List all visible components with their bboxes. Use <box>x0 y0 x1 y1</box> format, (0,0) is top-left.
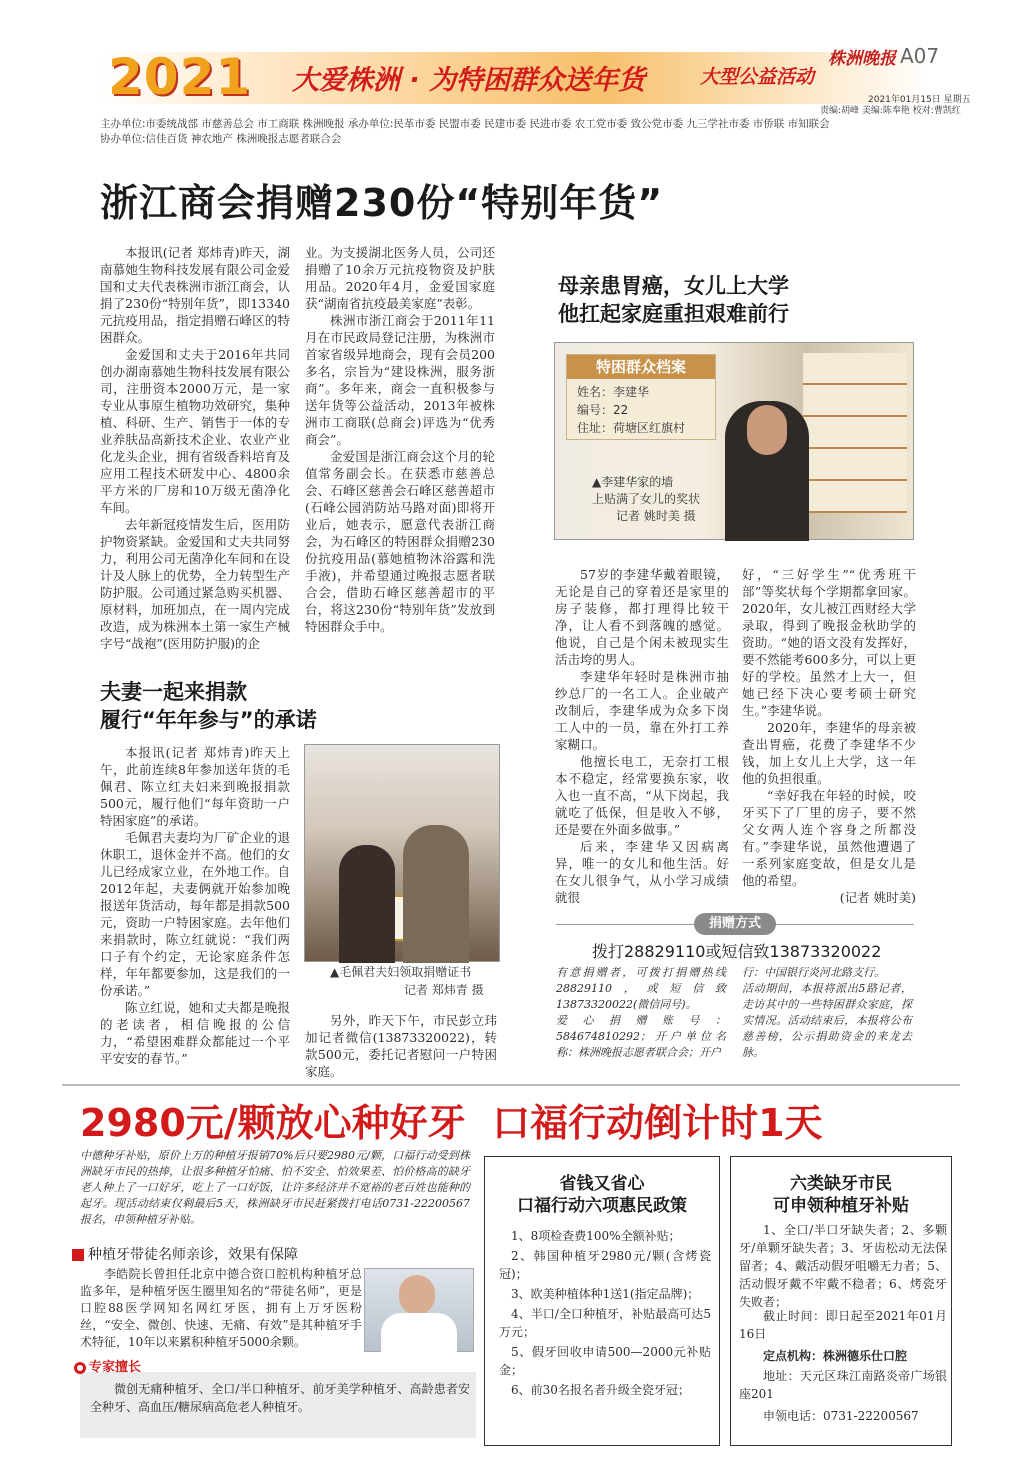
couple-photo <box>304 744 500 962</box>
article2-caption-line2: 记者 郑炜青 摄 <box>404 983 484 997</box>
policy-item-6: 6、前30名报名者升级全瓷牙冠； <box>511 1383 690 1397</box>
woman-figure <box>339 845 395 963</box>
donation-headline: 拨打28829110或短信致13873320022 <box>592 942 882 961</box>
article1-col1-p1: 本报讯(记者 郑炜青)昨天，湖南慕她生物科技发展有限公司金爱国和丈夫代表株洲市浙江商会，认捐了230份“特别年货”，即13340元抗疫用品，指定捐赠石峰区的特困群众。 <box>100 245 290 345</box>
article3-caption-line3: 记者 姚时美 摄 <box>616 509 696 523</box>
donation-left-text: 有意捐赠者，可拨打捐赠热线28829110，或短信致13873320022(微信同号)。 爱心捐赠账号：584674810292；开户单位名称：株洲晚报志愿者联合会；开户 <box>556 966 726 1059</box>
article2-title-line1: 夫妻一起来捐款 <box>100 680 247 704</box>
policy-box <box>484 1156 720 1446</box>
policy-item-3: 3、欧美种植体种1送1(指定品牌)； <box>511 1287 700 1301</box>
archive-card-title: 特困群众档案 <box>567 355 715 379</box>
article1-col1-p3: 去年新冠疫情发生后，医用防护物资紧缺。金爱国和丈夫共同努力，利用公司无菌净化车间和在设计及人脉上的优势，全力转型生产防护服。公司通过紧急购买机器、原材料，加班加点，在一周内完成改造，成为株洲本土第一家生产械字号“战袍”(医用防护服)的企 <box>100 517 290 651</box>
article3-col1 <box>555 566 729 906</box>
doctor-photo <box>364 1268 474 1352</box>
subsidy-text: 1、全口/半口牙缺失者；2、多颗牙/单颗牙缺失者；3、牙齿松动无法保留者；4、戴活动假牙咀嚼无力者；5、活动假牙戴不牢戴不稳者；6、烤瓷牙失败者； <box>739 1223 947 1309</box>
article3-col2-p1: 好，“三好学生”“优秀班干部”等奖状每个学期都拿回家。2020年，女儿被江西财经大学录取，得到了晚报金秋助学的资助。“她的语文没有发挥好，要不然能考600多分，可以上更好的学校。虽然才上大一，但她已经下决心要考硕士研究生。”李建华说。 <box>742 567 916 718</box>
article1-col2-p1: 业。为支援湖北医务人员，公司还捐赠了10余万元抗疫物资及护肤用品。2020年4月，金爱国家庭获“湖南省抗疫最美家庭”表彰。 <box>305 245 495 311</box>
award-certificates <box>803 353 907 513</box>
article1-title: 浙江商会捐赠230份“特别年货” <box>100 181 664 225</box>
doctor-heading-text: 种植牙带徒名师亲诊，效果有保障 <box>88 1247 298 1263</box>
ad-intro: 中德种牙补贴，原价上万的种植牙报销70%后只要2980元/颗，口福行动受到株洲缺牙市民的热捧，让很多种植牙怕痛、怕不安全、怕效果差、怕价格高的缺牙老人种上了一口好牙，吃上了一口好饭，让许多经济并不宽裕的老百姓也能种的起牙。现活动结束仅剩最后5天，株洲缺牙市民赶紧拨打电话0731-22200567报名，申领种植牙补贴。 <box>80 1149 470 1226</box>
article3-col1-p4: 后来，李建华又因病离异，唯一的女儿和他生活。好在女儿很争气，从小学习成绩就很 <box>555 839 729 905</box>
editors-line: 责编:胡峰 美编:陈奉艳 校对:曹凯红 <box>820 106 961 116</box>
subsidy-title1: 六类缺牙市民 <box>790 1174 892 1194</box>
doctor-text: 李皓院长曾担任北京中德合资口腔机构种植牙总监多年，是种植牙医生圈里知名的“带徒名师”，更是口腔88医学网知名网红牙医，拥有上万牙医粉丝，“安全、微创、快速、无痛、有效”是其种植牙手术特征，10年以来累积种植牙5000余颗。 <box>80 1267 362 1349</box>
expert-label <box>74 1356 141 1375</box>
article3-col2-p2: 2020年，李建华的母亲被查出胃癌，花费了李建华不少钱，加上女儿上大学，这一年他的负担很重。 <box>742 720 916 786</box>
co-organizers-line: 协办单位:信佳百货 神农地产 株洲晚报志愿者联合会 <box>100 133 342 145</box>
article1-col2-p2: 株洲市浙江商会于2011年11月在市民政局登记注册，为株洲市首家省级异地商会，现有会员200多名，宗旨为“建设株洲，服务浙商”。多年来，商会一直积极参与送年货等公益活动，2013年被株洲市工商联(总商会)评选为“优秀商会”。 <box>305 313 495 447</box>
article2-caption-line1: ▲毛佩君夫妇领取捐赠证书 <box>330 965 472 979</box>
expert-label-icon <box>74 1362 86 1374</box>
campaign-title: 大爱株洲 · 为特困群众送年货 <box>292 65 646 96</box>
year-logo: 2021 <box>108 48 252 106</box>
policy-title1: 省钱又省心 <box>559 1174 645 1194</box>
article2-col2-p1: 另外，昨天下午，市民彭立玮加记者微信(13873320022)，转款500元，委托记者慰问一户特困家庭。 <box>305 1013 497 1079</box>
article3-caption-line2: 上贴满了女儿的奖状 <box>592 492 701 506</box>
expert-text: 微创无痛种植牙、全口/半口种植牙、前牙美学种植牙、高龄患者安全种牙、高血压/糖尿病高危老人种植牙。 <box>90 1382 470 1414</box>
donation-label: 捐赠方式 <box>694 913 776 935</box>
archive-card-addr: 住址：荷塘区红旗村 <box>577 421 686 435</box>
man-face <box>747 405 787 455</box>
article2-title-line2: 履行“年年参与”的承诺 <box>100 708 317 732</box>
donation-right-text: 行：中国银行炎河北路支行。 活动期间，本报将派出5路记者，走访其中的一些特困群众家庭，探实情况。活动结束后，本报将公布慈善榜，公示捐助资金的来龙去脉。 <box>742 966 912 1059</box>
article2-col1-p2: 毛佩君夫妻均为厂矿企业的退休职工，退休金并不高。他们的女儿已经成家立业，在外地工作。自2012年起，夫妻俩就开始参加晚报送年货活动，每年都是捐款500元，资助一户特困家庭。去年他们来捐款时，陈立红就说：“我们两口子有个约定，无论家庭条件怎样，年年都要参加，这是我们的一份承诺。” <box>100 830 290 998</box>
archive-card <box>566 354 716 440</box>
paper-logo: 株洲晚报 <box>828 49 896 69</box>
phone-text: 申领电话：0731-22200567 <box>763 1409 919 1423</box>
article2-col1-p3: 陈立红说，她和丈夫都是晚报的老读者，相信晚报的公信力，“希望困难群众都能过一个平平安安的春节。” <box>100 1000 290 1066</box>
organizers-line: 主办单位:市委统战部 市慈善总会 市工商联 株洲晚报 承办单位:民革市委 民盟市委 民建市委 民进市委 农工党市委 致公党市委 九三学社市委 市侨联 市知联会 <box>100 118 830 130</box>
address-text: 地址：天元区珠江南路炎帝广场银座201 <box>739 1369 947 1401</box>
policy-title2: 口福行动六项惠民政策 <box>517 1196 687 1216</box>
article1-col2-p3: 金爱国是浙江商会这个月的轮值常务副会长。在获悉市慈善总会、石峰区慈善会石峰区慈善超市(石峰公园消防站马路对面)即将开业后，她表示，愿意代表浙江商会，为石峰区的特困群众捐赠230份抗疫用品(慕她植物沐浴露和洗手液)，并希望通过晚报志愿者联合会，借助石峰区慈善超市的平台，将这230份“特别年货”发放到特困群众手中。 <box>305 449 495 634</box>
campaign-suffix: 大型公益活动 <box>700 66 815 88</box>
ad-title: 2980元/颗放心种好牙 口福行动倒计时1天 <box>80 1101 823 1145</box>
article3-title-line1: 母亲患胃癌，女儿上大学 <box>558 274 789 298</box>
masthead <box>100 44 971 116</box>
page-number: A07 <box>900 44 940 68</box>
date-line: 2021年01月15日 星期五 <box>868 95 971 105</box>
article2-col1-p1: 本报讯(记者 郑炜青)昨天上午，此前连续8年参加送年货的毛佩君、陈立红夫妇来到晚报捐款500元，履行他们“每年资助一户特困家庭”的承诺。 <box>100 745 290 828</box>
article3-caption-line1: ▲李建华家的墙 <box>592 475 674 489</box>
article3-col1-p1: 57岁的李建华戴着眼镜，无论是自己的穿着还是家里的房子装修，都打理得比较干净，让人看不到落魄的感觉。他说，自己是个闲未被现实生活击垮的男人。 <box>555 567 729 667</box>
archive-card-name: 姓名：李建华 <box>577 385 650 399</box>
institution-text: 定点机构：株洲德乐仕口腔 <box>763 1349 908 1363</box>
expert-box <box>80 1360 476 1438</box>
article1-col1-p2: 金爱国和丈夫于2016年共同创办湖南慕她生物科技发展有限公司，注册资本2000万元，是一家专业从事原生植物功效研究，集种植、科研、生产、销售于一体的专业养肤品高新技术企业、农业产业化龙头企业，拥有省级香料培育及应用工程技术研发中心、4800余平方米的厂房和10万级无菌净化车间。 <box>100 347 290 515</box>
article3-col2-p3: “幸好我在年轻的时候，咬牙买下了厂里的房子，要不然父女两人连个容身之所都没有。”李建华说，虽然他遭遇了一系列家庭变故，但是女儿是他的希望。 <box>742 788 916 888</box>
section-divider <box>62 1084 960 1086</box>
policy-list <box>499 1227 711 1401</box>
article1-col2 <box>305 244 495 635</box>
expert-label-text: 专家擅长 <box>89 1360 142 1375</box>
article3-col1-p3: 他擅长电工，无奈打工根本不稳定，经常要换东家，收入也一直不高，“从下岗起，我就吃了低保，但是收入不够，还是要在外面多做事。” <box>555 754 729 837</box>
article1-col1 <box>100 244 290 652</box>
policy-item-5: 5、假牙回收申请500—2000元补贴金； <box>499 1345 711 1377</box>
article2-col2 <box>305 1012 497 1080</box>
policy-item-4: 4、半口/全口种植牙，补贴最高可达5万元； <box>499 1307 711 1339</box>
doctor-heading <box>72 1244 472 1264</box>
doctor-face <box>399 1275 435 1315</box>
policy-item-2: 2、韩国种植牙2980元/颗(含烤瓷冠)； <box>499 1249 711 1281</box>
article3-col2-byline: (记者 姚时美) <box>839 890 916 905</box>
subsidy-title2: 可申领种植牙补贴 <box>773 1196 909 1216</box>
policy-item-1: 1、8项检查费100%全额补贴； <box>511 1229 681 1243</box>
archive-card-no: 编号：22 <box>577 403 629 417</box>
article3-col1-p2: 李建华年轻时是株洲市抽纱总厂的一名工人。企业破产改制后，李建华成为众多下岗工人中的一员，靠在外打工养家糊口。 <box>555 669 729 752</box>
article3-title-line2: 他扛起家庭重担艰难前行 <box>558 302 789 326</box>
subsidy-box <box>730 1156 952 1446</box>
man-figure <box>403 825 469 963</box>
doctor-coat <box>381 1313 457 1353</box>
play-icon <box>72 1249 84 1261</box>
article3-col2 <box>742 566 916 906</box>
deadline-text: 截止时间：即日起至2021年01月16日 <box>739 1309 947 1341</box>
donation-box <box>556 916 914 1070</box>
article2-col1 <box>100 744 290 1067</box>
